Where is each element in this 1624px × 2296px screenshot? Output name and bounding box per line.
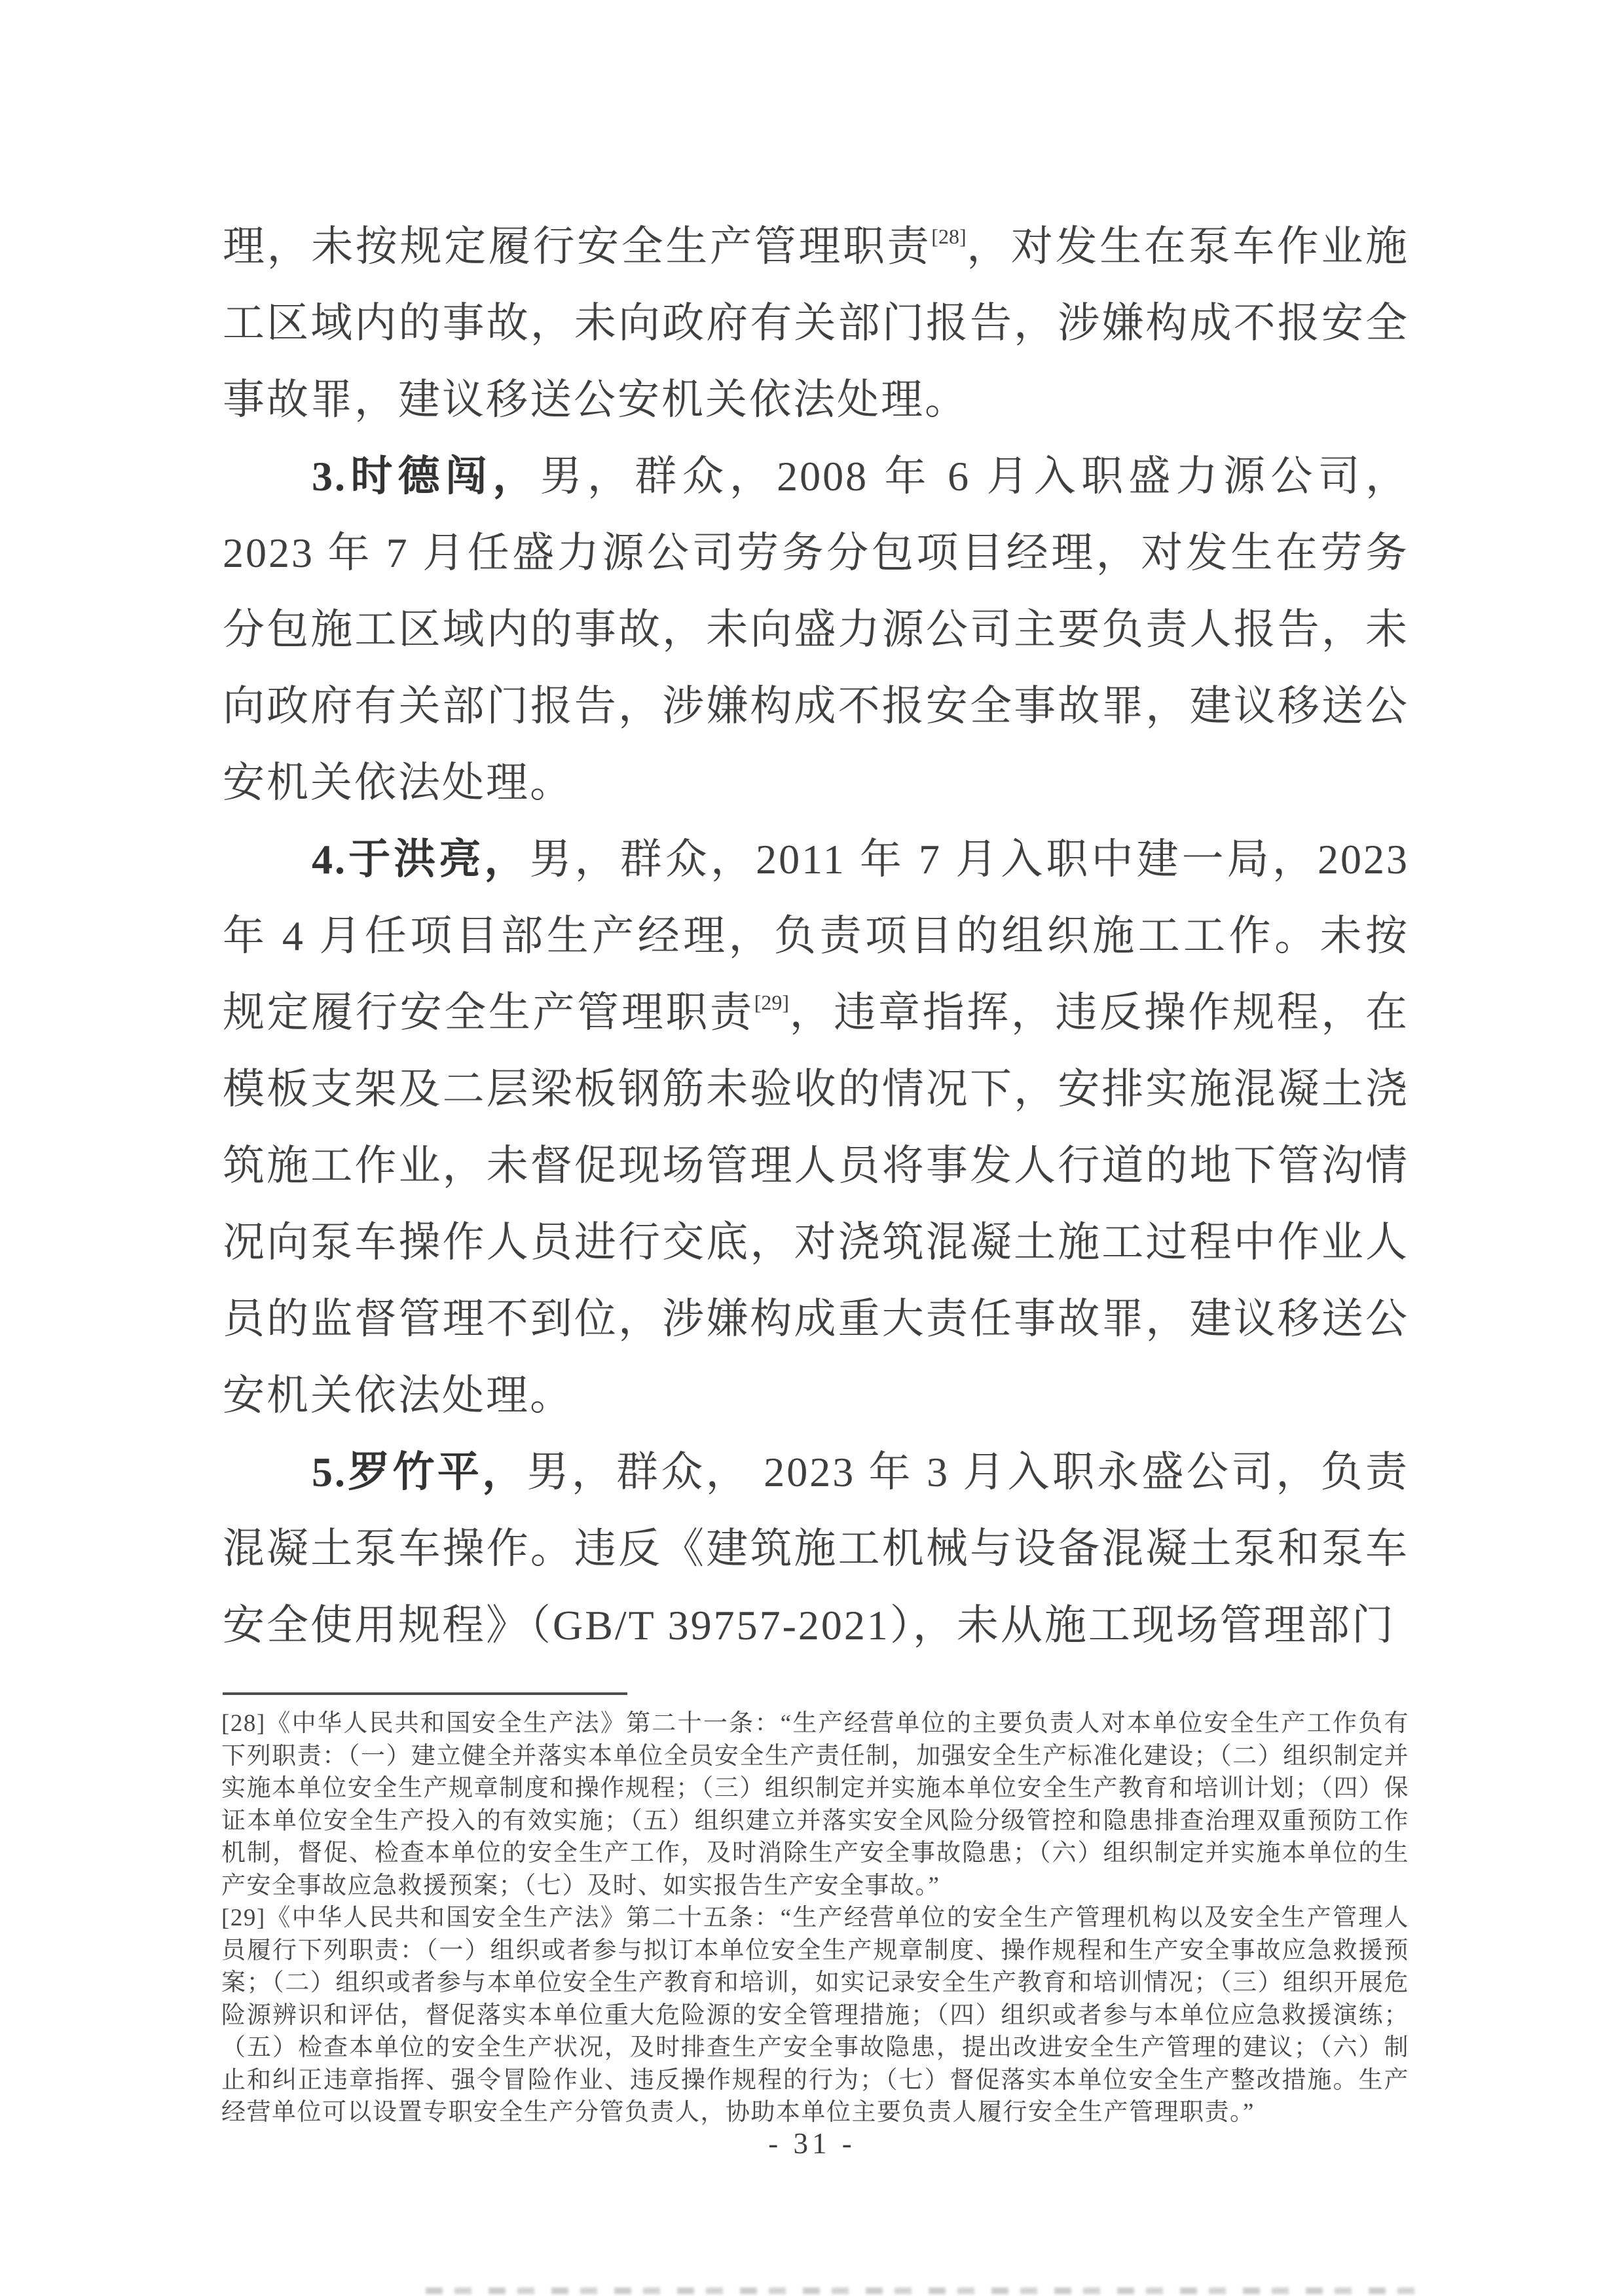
paragraph xyxy=(223,821,1409,1434)
page-number: - 31 - xyxy=(768,2127,856,2160)
paragraph xyxy=(223,208,1409,438)
footnote: [28]《中华人民共和国安全生产法》第二十一条：“生产经营单位的主要负责人对本单位安全生产工作负有下列职责：（一）建立健全并落实本单位全员安全生产责任制，加强安全生产标准化建设；（二）组织制定并实施本单位安全生产规章制度和操作规程；（三）组织制定并实施本单位安全生产教育和培训计划；（四）保证本单位安全生产投入的有效实施；（五）组织建立并落实安全风险分级管控和隐患排查治理双重预防工作机制，督促、检查本单位的安全生产工作，及时消除生产安全事故隐患；（六）组织制定并实施本单位的生产安全事故应急救援预案；（七）及时、如实报告生产安全事故。” xyxy=(221,1710,1409,1899)
footnote-ref: [29] xyxy=(754,991,790,1014)
text-run: 男，群众， 2023 年 3 月入职永盛公司，负责混凝土泵车操作。违反《建筑施工机械与设备混凝土泵和泵车安全使用规程》（GB/T 39757-2021），未从施工现场管理部门 xyxy=(223,1449,1410,1649)
footnote: [29]《中华人民共和国安全生产法》第二十五条：“生产经营单位的安全生产管理机构以及安全生产管理人员履行下列职责：（一）组织或者参与拟订本单位安全生产规章制度、操作规程和生产安全事故应急救援预案；（二）组织或者参与本单位安全生产教育和培训，如实记录安全生产教育和培训情况；（三）组织开展危险源辨识和评估，督促落实本单位重大危险源的安全管理措施；（四）组织或者参与本单位应急救援演练；（五）检查本单位的安全生产状况，及时排查生产安全事故隐患，提出改进安全生产管理的建议；（六）制止和纠正违章指挥、强令冒险作业、违反操作规程的行为；（七）督促落实本单位安全生产整改措施。生产经营单位可以设置专职安全生产分管负责人，协助本单位主要负责人履行安全生产管理职责。” xyxy=(221,1904,1409,2126)
text-run: 理，未按规定履行安全生产管理职责 xyxy=(223,223,932,270)
text-run: 男，群众，2011 年 7 月入职中建一局，2023 年 4 月任项目部生产经理，负责项目的组织施工工作。未按规定履行安全生产管理职责 xyxy=(223,836,1410,1036)
footnote-separator xyxy=(223,1692,627,1695)
person-name: 3.时德闯， xyxy=(312,453,540,500)
footnote-ref: [28] xyxy=(931,225,967,248)
paragraph xyxy=(223,1434,1409,1664)
person-name: 4.于洪亮， xyxy=(312,836,530,883)
text-run: ，对发生在泵车作业施工区域内的事故，未向政府有关部门报告，涉嫌构成不报安全事故罪，建议移送公安机关依法处理。 xyxy=(223,223,1410,423)
footnotes xyxy=(221,1707,1409,2129)
text-run: 男，群众，2008 年 6 月入职盛力源公司，2023 年 7 月任盛力源公司劳务分包项目经理，对发生在劳务分包施工区域内的事故，未向盛力源公司主要负责人报告，未向政府有关部门报告，涉嫌构成不报安全事故罪，建议移送公安机关依法处理。 xyxy=(223,453,1410,806)
body-text xyxy=(223,208,1409,1664)
paragraph xyxy=(223,438,1409,821)
person-name: 5.罗竹平， xyxy=(312,1449,527,1495)
text-run: ，违章指挥，违反操作规程，在模板支架及二层梁板钢筋未验收的情况下，安排实施混凝土浇筑施工作业，未督促现场管理人员将事发人行道的地下管沟情况向泵车操作人员进行交底，对浇筑混凝土施工过程中作业人员的监督管理不到位，涉嫌构成重大责任事故罪，建议移送公安机关依法处理。 xyxy=(223,989,1409,1419)
scan-artifact-bottom xyxy=(426,2287,1421,2294)
